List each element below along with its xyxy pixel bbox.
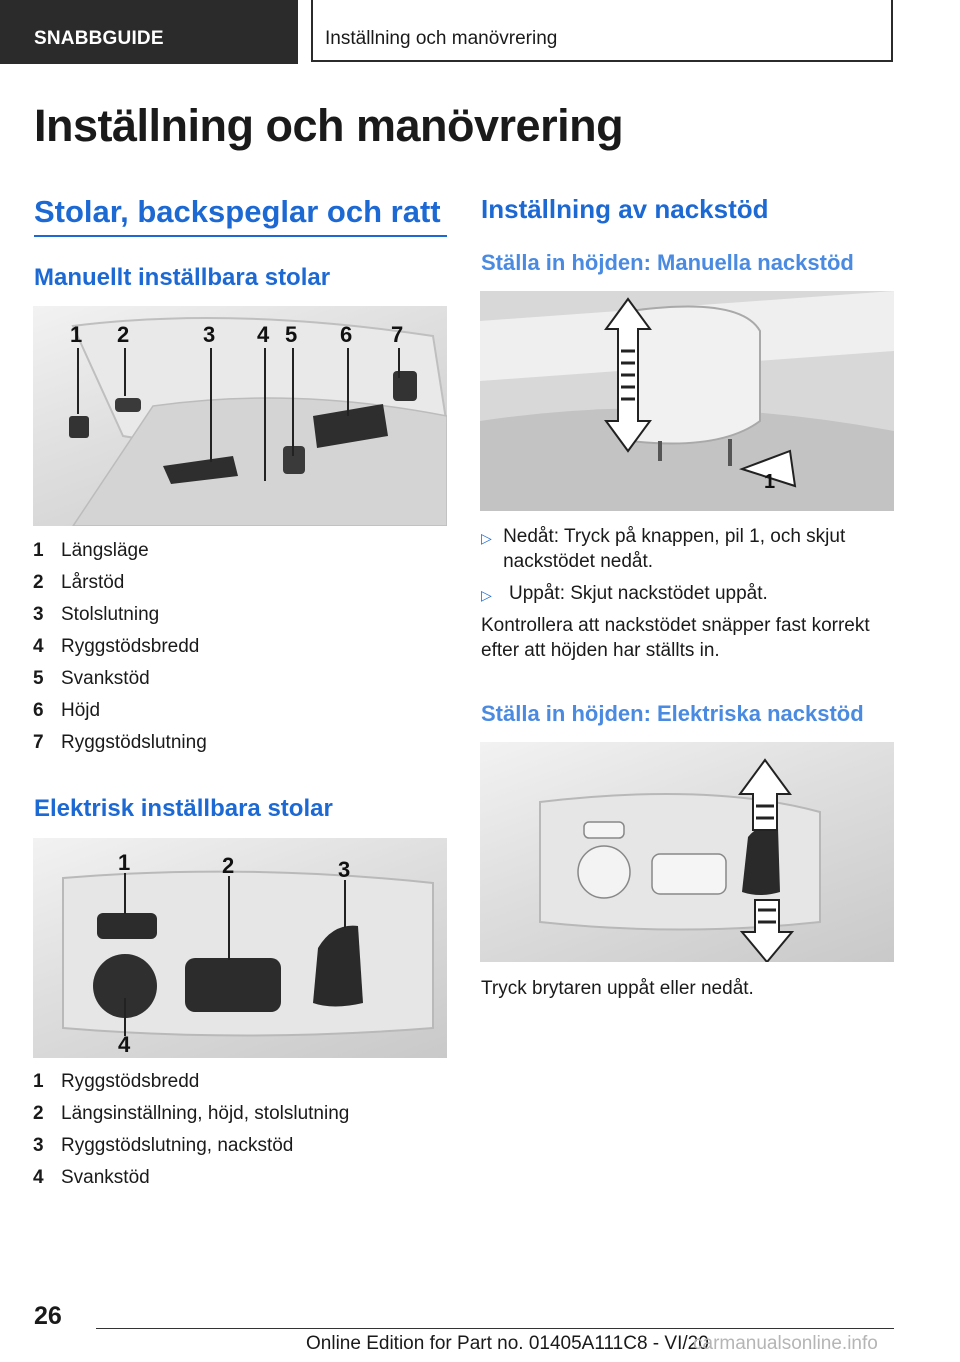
legend-item: 3 Ryggstödslutning, nackstöd — [33, 1135, 294, 1156]
manual-callout-5: 5 — [285, 322, 298, 347]
heading-manual-headrest: Ställa in höjden: Manuella nackstöd — [481, 250, 854, 275]
electric-seat-illustration — [33, 838, 447, 1058]
legend-electric-seats — [33, 1066, 447, 1194]
electric-callout-3: 3 — [338, 857, 351, 882]
headrest-note: Kontrollera att nackstödet snäpper fast korrekt efter att höjden har ställts in. — [481, 615, 870, 661]
bullet-item: ▷ Nedåt: Tryck på knappen, pil 1, och skjut nackstödet nedåt. — [481, 526, 846, 572]
legend-item: 6 Höjd — [33, 700, 101, 721]
section-heading-rule — [34, 235, 447, 237]
legend-item: 4 Ryggstödsbredd — [33, 636, 200, 657]
electric-headrest-note: Tryck brytaren uppåt eller nedåt. — [481, 978, 754, 999]
legend-item: 3 Stolslutning — [33, 604, 160, 625]
legend-item: 4 Svankstöd — [33, 1167, 150, 1188]
section-heading-seats: Stolar, backspeglar och ratt — [34, 194, 441, 229]
figure-manual-seat — [33, 306, 447, 526]
legend-manual-seats — [33, 535, 447, 759]
legend-item: 2 Längsinställning, höjd, stolslutning — [33, 1103, 350, 1124]
bullet-list — [481, 524, 895, 608]
page-title: Inställning och manövrering — [34, 100, 624, 151]
header-chapter-box — [311, 0, 893, 62]
manual-callout-4: 4 — [257, 322, 270, 347]
electric-callout-1: 1 — [118, 850, 131, 875]
chapter-title: Inställning och manövrering — [325, 28, 558, 49]
section-tab-label: SNABBGUIDE — [34, 28, 164, 49]
heading-manual-seats: Manuellt inställbara stolar — [34, 264, 331, 291]
triangle-icon: ▷ — [481, 587, 492, 603]
electric-callout-2: 2 — [222, 853, 235, 878]
legend-item: 5 Svankstöd — [33, 668, 150, 689]
figure-manual-headrest — [480, 291, 894, 511]
triangle-icon: ▷ — [481, 530, 492, 546]
bullet-item: ▷ Uppåt: Skjut nackstödet uppåt. — [481, 581, 895, 608]
manual-callout-1: 1 — [70, 322, 83, 347]
manual-headrest-illustration — [480, 291, 894, 511]
manual-callout-7: 7 — [391, 322, 404, 347]
manual-seat-illustration — [33, 306, 447, 526]
section-heading-headrest: Inställning av nackstöd — [481, 194, 769, 224]
manual-callout-2: 2 — [117, 322, 130, 347]
heading-electric-seats: Elektrisk inställbara stolar — [34, 795, 333, 822]
heading-electric-headrest: Ställa in höjden: Elektriska nackstöd — [481, 701, 864, 726]
legend-item: 7 Ryggstödslutning — [33, 732, 207, 753]
header-section-tab — [0, 0, 298, 64]
manual-callout-6: 6 — [340, 322, 353, 347]
watermark-text: carmanualsonline.info — [693, 1333, 878, 1354]
manual-callout-3: 3 — [203, 322, 216, 347]
figure-electric-seat — [33, 838, 447, 1058]
page-number: 26 — [34, 1302, 62, 1330]
footer-rule — [96, 1328, 894, 1329]
headrest-callout-1: 1 — [764, 471, 776, 493]
figure-electric-headrest — [480, 742, 894, 962]
footer-edition: Online Edition for Part no. 01405A111C8 - VI/20 — [306, 1333, 709, 1354]
legend-item: 1 Längsläge — [33, 540, 149, 561]
legend-item: 1 Ryggstödsbredd — [33, 1071, 200, 1092]
electric-callout-4: 4 — [118, 1032, 131, 1057]
legend-item: 2 Lårstöd — [33, 572, 125, 593]
electric-headrest-illustration — [480, 742, 894, 962]
